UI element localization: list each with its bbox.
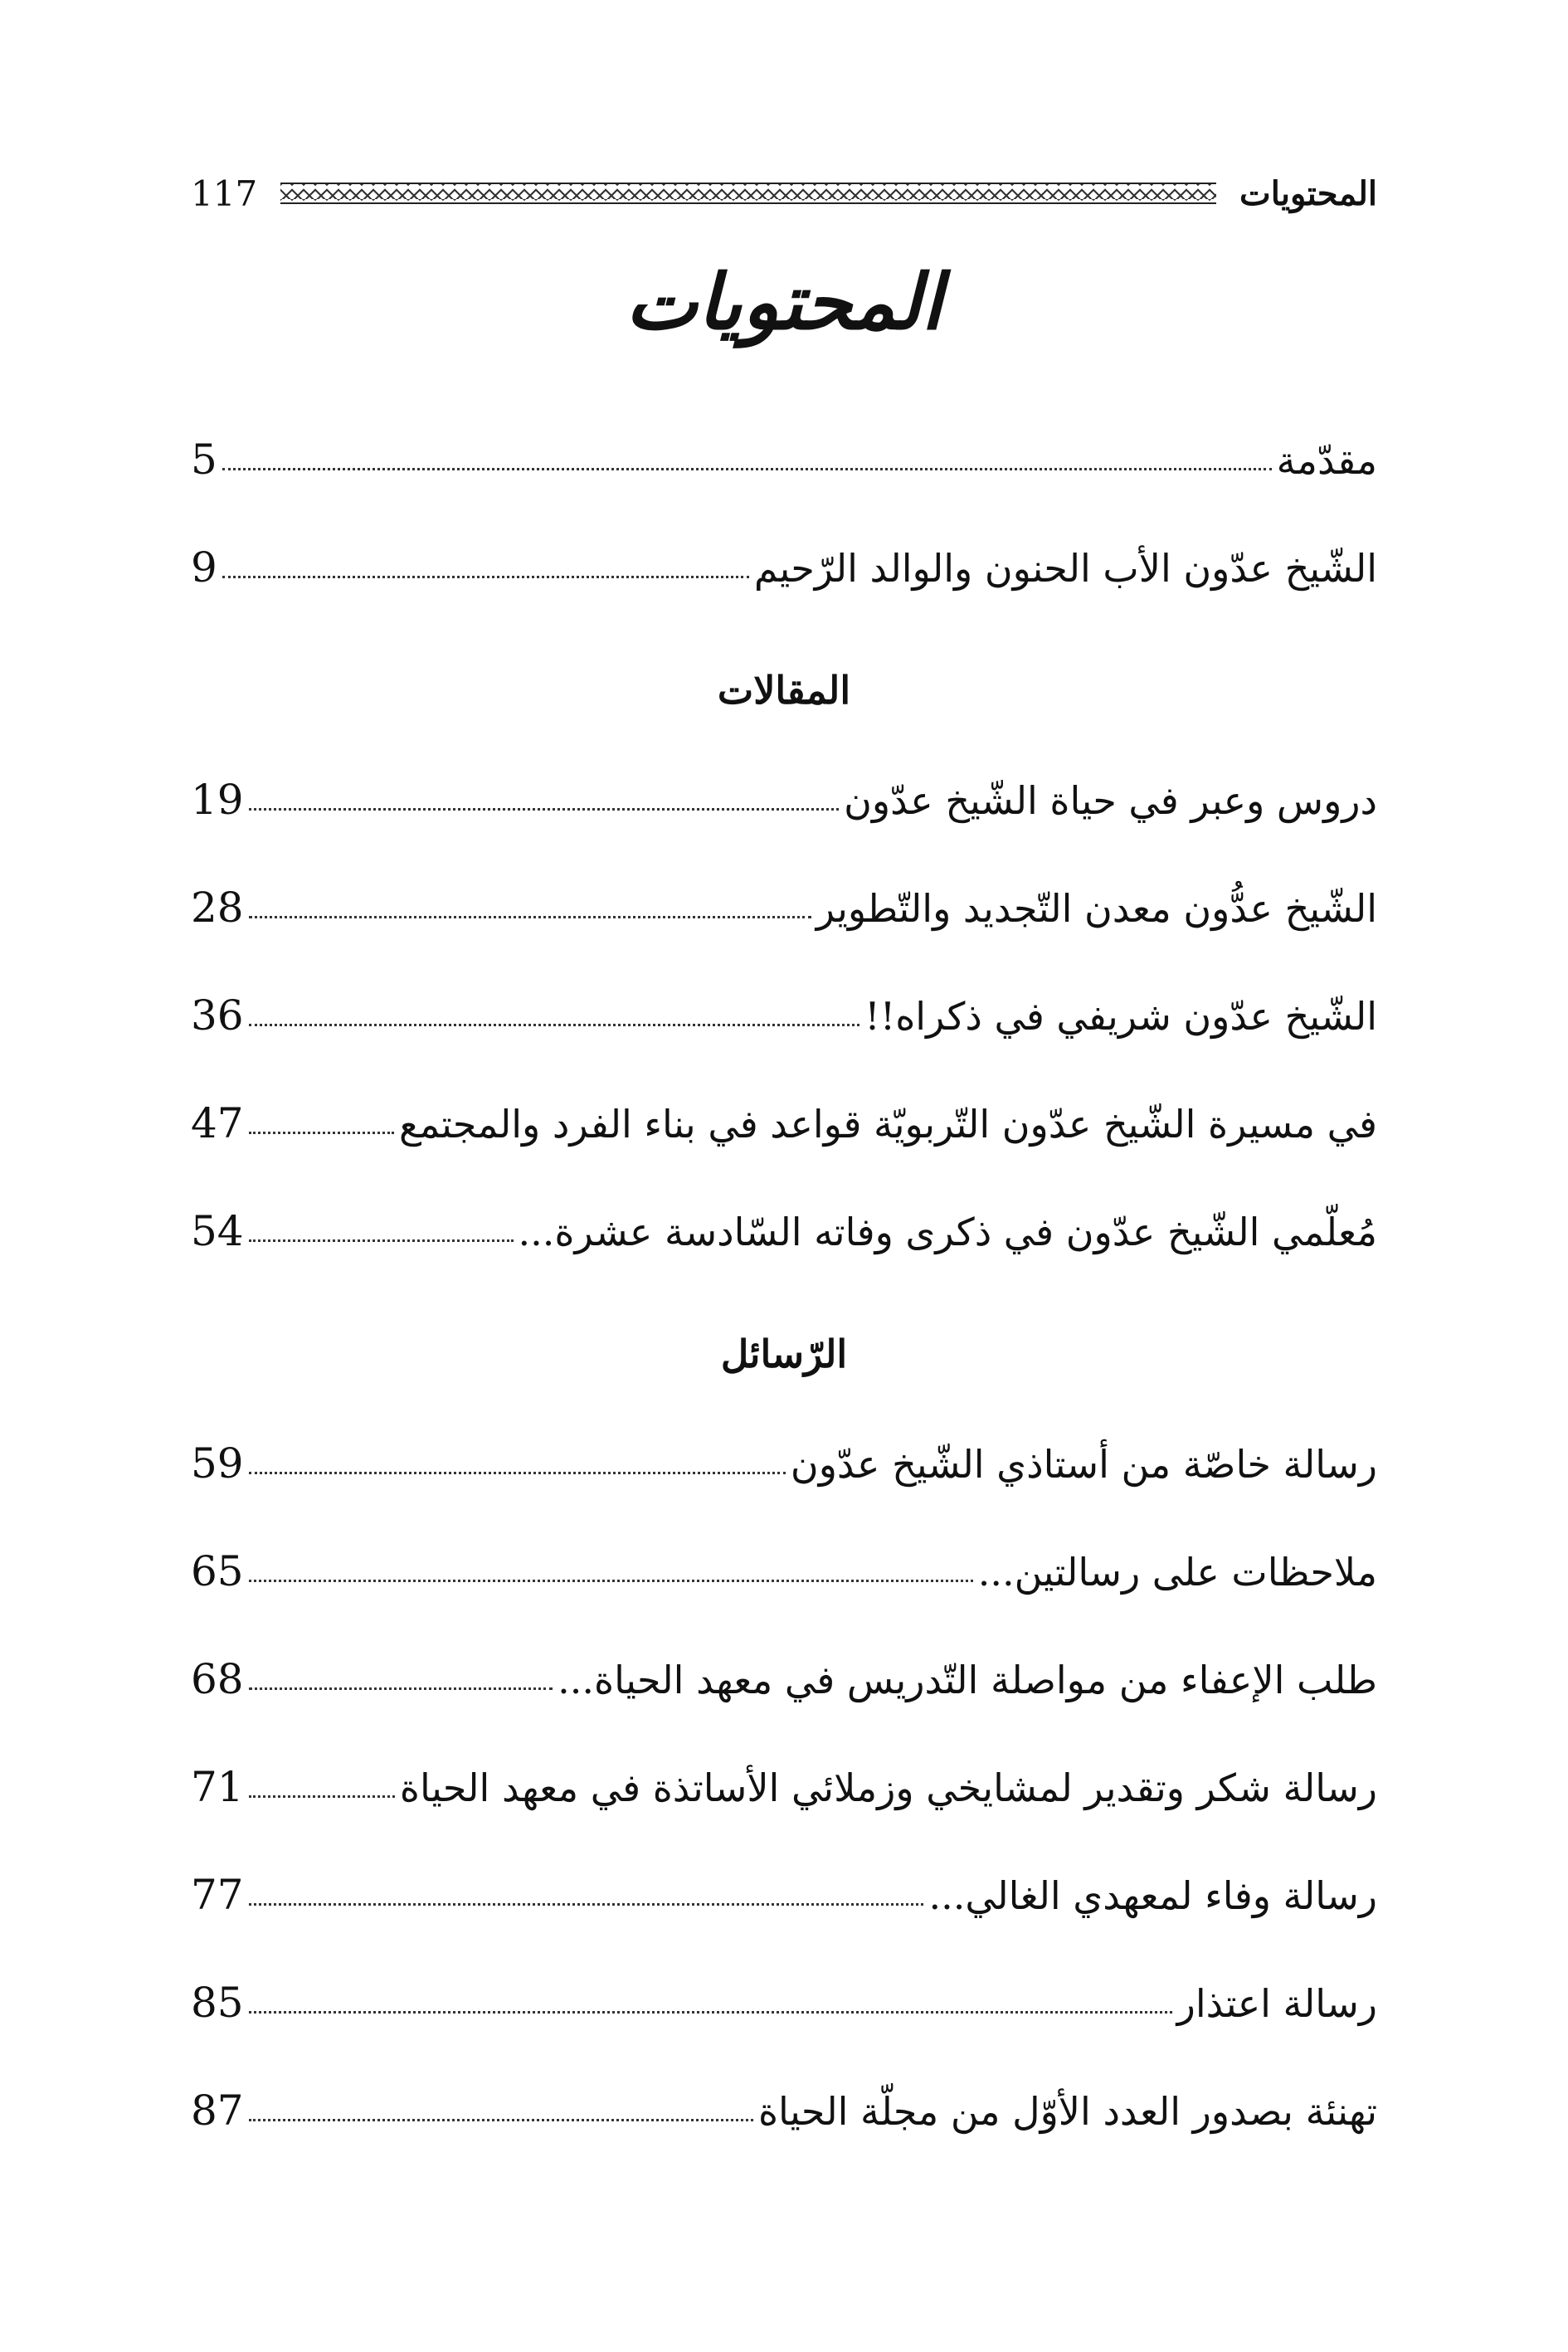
decorative-band	[280, 183, 1216, 204]
toc-entry-title: الشّيخ عدُّون معدن التّجديد والتّطوير	[816, 886, 1377, 931]
toc-entry	[191, 1871, 1377, 1929]
toc-entry-page: 77	[191, 1871, 244, 1919]
dot-leader	[249, 1239, 514, 1242]
toc-entry	[191, 436, 1377, 494]
toc-entry-title: رسالة وفاء لمعهدي الغالي...	[928, 1873, 1377, 1918]
running-header	[191, 170, 1377, 217]
toc-entry	[191, 884, 1377, 942]
toc-entry-title: ملاحظات على رسالتين...	[977, 1550, 1377, 1595]
dot-leader	[249, 1794, 395, 1798]
toc-entry	[191, 2087, 1377, 2145]
contents-heading: المحتويات	[626, 257, 942, 347]
toc-entry-title: الشّيخ عدّون الأب الحنون والوالد الرّحيم	[753, 546, 1377, 591]
toc-entry	[191, 1763, 1377, 1821]
toc-entry	[191, 1207, 1377, 1265]
toc-entry-page: 59	[191, 1439, 244, 1488]
toc-entry	[191, 1655, 1377, 1713]
toc-entry-page: 47	[191, 1099, 244, 1147]
toc-entry-page: 68	[191, 1655, 244, 1703]
toc-entry-page: 54	[191, 1207, 244, 1255]
toc-entry-title: رسالة خاصّة من أستاذي الشّيخ عدّون	[790, 1442, 1377, 1487]
dot-leader	[249, 1471, 786, 1474]
toc-entry-page: 9	[191, 543, 217, 592]
toc-entry	[191, 1979, 1377, 2037]
toc-entry-page: 5	[191, 436, 217, 484]
toc-entry-title: الشّيخ عدّون شريفي في ذكراه!!	[864, 994, 1377, 1039]
toc-entry-title: رسالة شكر وتقدير لمشايخي وزملائي الأساتذة في معهد الحياة	[399, 1765, 1377, 1810]
toc-entry-page: 65	[191, 1547, 244, 1595]
dot-leader	[222, 575, 749, 578]
toc-entry-page: 71	[191, 1763, 244, 1811]
toc-entry-title: مقدّمة	[1276, 438, 1377, 483]
dot-leader	[249, 807, 840, 811]
dot-leader	[249, 1579, 973, 1582]
toc-entry	[191, 1439, 1377, 1497]
toc-entry-page: 19	[191, 776, 244, 824]
dot-leader	[249, 2010, 1172, 2014]
toc-entry	[191, 991, 1377, 1049]
dot-leader	[249, 1023, 860, 1026]
toc-entry-title: رسالة اعتذار	[1176, 1981, 1377, 2026]
toc-entry	[191, 1547, 1377, 1605]
dot-leader	[249, 1687, 553, 1690]
section-heading-articles: المقالات	[717, 668, 851, 713]
toc-entry-title: دروس وعبر في حياة الشّيخ عدّون	[844, 778, 1377, 823]
dot-leader	[222, 467, 1272, 470]
page-number: 117	[191, 173, 258, 214]
toc-entry	[191, 776, 1377, 834]
toc-entry-title: في مسيرة الشّيخ عدّون التّربويّة قواعد في بناء الفرد والمجتمع	[398, 1102, 1377, 1147]
section-heading-letters: الرّسائل	[720, 1332, 848, 1376]
dot-leader	[249, 915, 811, 918]
dot-leader	[249, 1902, 924, 1906]
toc-entry-title: مُعلّمي الشّيخ عدّون في ذكرى وفاته السّادسة عشرة...	[518, 1210, 1377, 1254]
toc-entry-page: 87	[191, 2087, 244, 2135]
dot-leader	[249, 2118, 753, 2121]
toc-entry-title: تهنئة بصدور العدد الأوّل من مجلّة الحياة	[757, 2089, 1377, 2134]
dot-leader	[249, 1131, 394, 1134]
toc-entry	[191, 543, 1377, 601]
toc-entry-page: 28	[191, 884, 244, 932]
toc-entry-title: طلب الإعفاء من مواصلة التّدريس في معهد الحياة...	[558, 1658, 1377, 1702]
toc-entry-page: 36	[191, 991, 244, 1040]
toc-entry	[191, 1099, 1377, 1157]
toc-entry-page: 85	[191, 1979, 244, 2027]
running-header-title: المحتويات	[1239, 173, 1377, 213]
